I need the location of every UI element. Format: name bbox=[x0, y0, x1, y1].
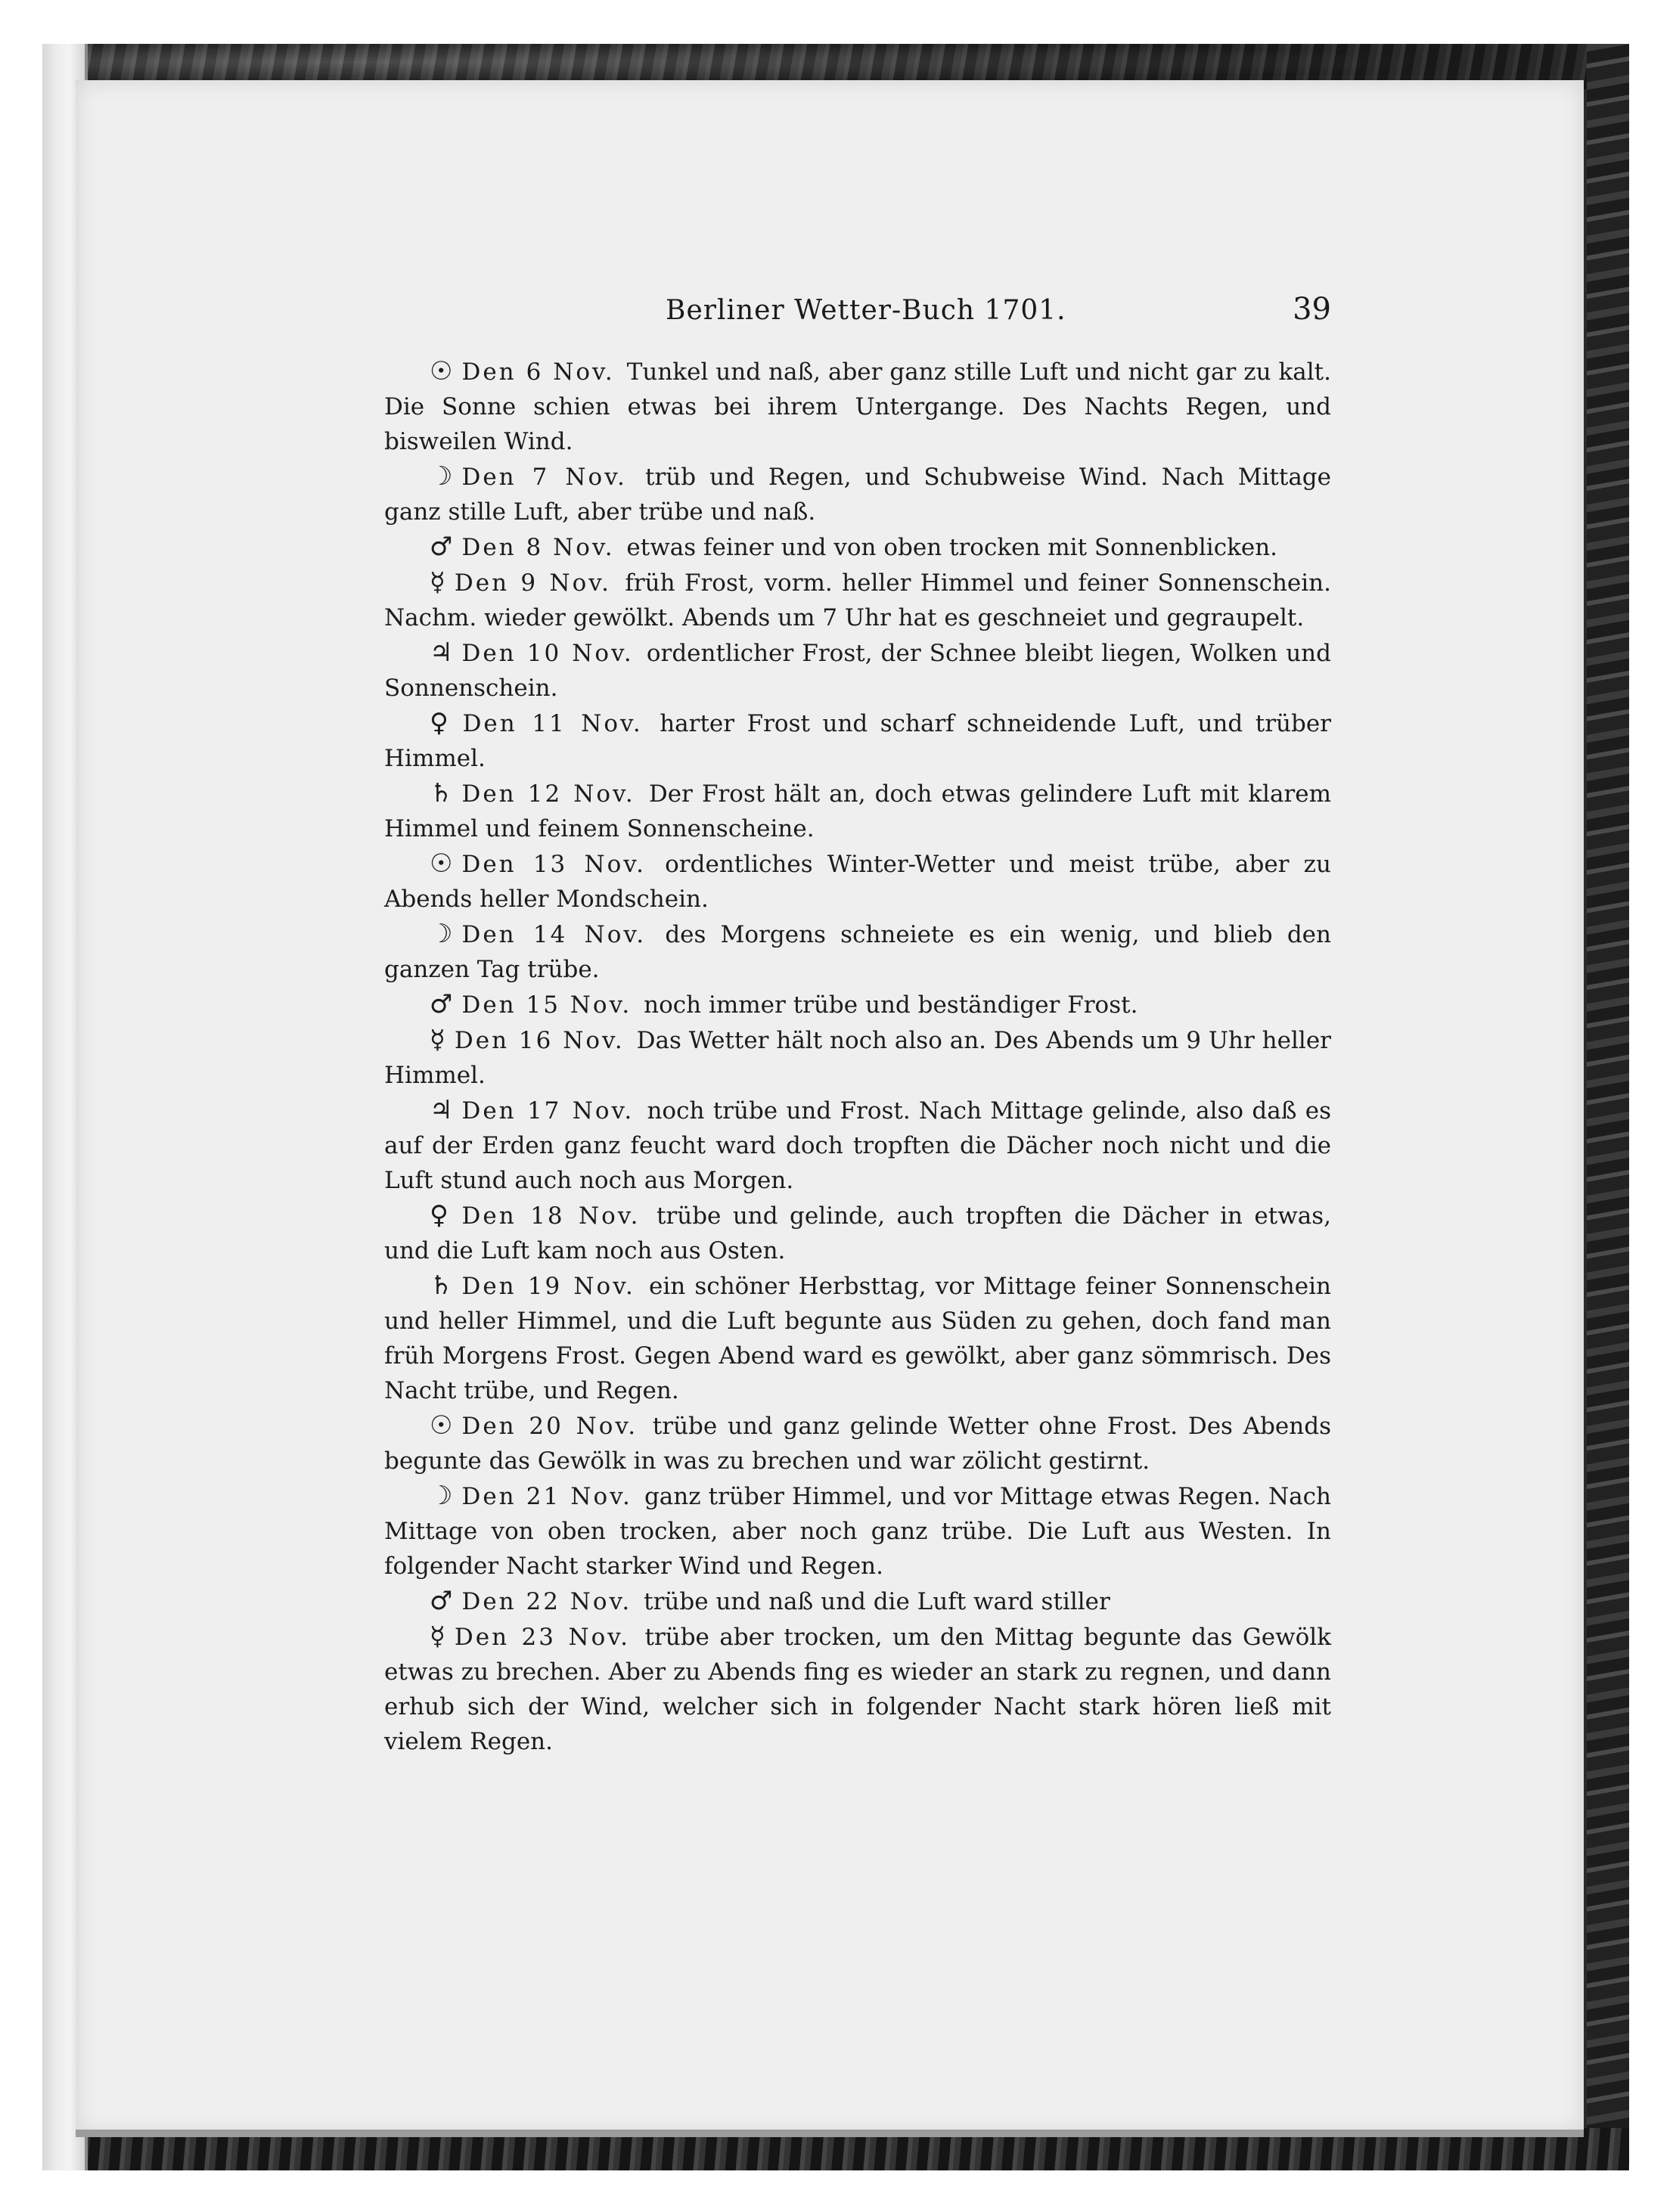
weather-entry bbox=[384, 1198, 1331, 1268]
entry-text: des Morgens schneiete es ein wenig, und blieb den ganzen Tag trübe. bbox=[384, 921, 1331, 983]
entry-text: Tunkel und naß, aber ganz stille Luft und nicht gar zu kalt. Die Sonne schien etwas bei ihrem Untergange. Des Nachts Regen, und bisweilen Wind. bbox=[384, 358, 1331, 455]
entry-date: Den 13 Nov. bbox=[461, 851, 646, 878]
weekday-symbol-icon: ♃ bbox=[430, 1095, 453, 1125]
weather-entry bbox=[384, 1408, 1331, 1478]
weekday-symbol-icon: ☿ bbox=[430, 567, 445, 597]
entry-date: Den 21 Nov. bbox=[461, 1483, 632, 1510]
weekday-symbol-icon: ♃ bbox=[430, 638, 453, 668]
weather-entry bbox=[384, 706, 1331, 776]
weather-entry bbox=[384, 776, 1331, 846]
weekday-symbol-icon: ☽ bbox=[430, 461, 453, 492]
entry-text: trübe und gelinde, auch tropften die Dächer in etwas, und die Luft kam noch aus Osten. bbox=[384, 1202, 1331, 1264]
entry-date: Den 9 Nov. bbox=[454, 569, 611, 597]
page-number: 39 bbox=[1293, 292, 1331, 327]
entry-date: Den 18 Nov. bbox=[461, 1202, 641, 1230]
entry-date: Den 16 Nov. bbox=[454, 1027, 625, 1054]
weather-entry bbox=[384, 635, 1331, 706]
entry-text: ordentlicher Frost, der Schnee bleibt liegen, Wolken und Sonnenschein. bbox=[384, 640, 1331, 702]
weekday-symbol-icon: ♀ bbox=[430, 708, 454, 738]
marbled-cover-right bbox=[1587, 44, 1629, 2170]
weekday-symbol-icon: ♂ bbox=[430, 1586, 453, 1616]
weekday-symbol-icon: ♄ bbox=[430, 1270, 453, 1301]
weekday-symbol-icon: ☉ bbox=[430, 1410, 453, 1441]
entry-date: Den 15 Nov. bbox=[461, 991, 632, 1019]
entry-text: noch immer trübe und beständiger Frost. bbox=[644, 991, 1138, 1019]
entry-text: noch trübe und Frost. Nach Mittage gelinde, also daß es auf der Erden ganz feucht ward doch tropften die Dächer noch nicht und die Luft stund auch noch aus Morgen. bbox=[384, 1097, 1331, 1194]
weekday-symbol-icon: ♂ bbox=[430, 532, 453, 562]
weather-entry bbox=[384, 987, 1331, 1022]
weather-entry bbox=[384, 1584, 1331, 1619]
weather-entry bbox=[384, 917, 1331, 987]
entry-text: ein schöner Herbsttag, vor Mittage feiner Sonnenschein und heller Himmel, und die Luft begunte aus Süden zu gehen, doch fand man früh Morgens Frost. Gegen Abend ward es gewölkt, aber ganz sömmrisch. Des Nacht trübe, und Regen. bbox=[384, 1273, 1331, 1404]
entry-date: Den 22 Nov. bbox=[461, 1588, 632, 1615]
weekday-symbol-icon: ☽ bbox=[430, 919, 453, 949]
weekday-symbol-icon: ♀ bbox=[430, 1200, 453, 1230]
entry-date: Den 23 Nov. bbox=[454, 1624, 630, 1651]
entry-date: Den 14 Nov. bbox=[461, 921, 647, 948]
weekday-symbol-icon: ☽ bbox=[430, 1481, 453, 1511]
weather-entry bbox=[384, 1478, 1331, 1584]
weather-entry bbox=[384, 459, 1331, 529]
weather-entry bbox=[384, 529, 1331, 565]
weekday-symbol-icon: ☉ bbox=[430, 356, 453, 386]
weekday-symbol-icon: ♄ bbox=[430, 778, 453, 808]
weather-entry bbox=[384, 354, 1331, 459]
entry-text: trübe und ganz gelinde Wetter ohne Frost. Des Abends begunte das Gewölk in was zu brechen und war zölicht gestirnt. bbox=[384, 1413, 1331, 1475]
entry-text: trübe und naß und die Luft ward stiller bbox=[644, 1588, 1110, 1615]
entry-text: trüb und Regen, und Schubweise Wind. Nach Mittage ganz stille Luft, aber trübe und naß. bbox=[384, 464, 1331, 526]
weather-entry bbox=[384, 1268, 1331, 1408]
page-bottom-shadow bbox=[76, 2130, 1584, 2137]
entry-date: Den 11 Nov. bbox=[462, 710, 643, 737]
entry-text: ganz trüber Himmel, und vor Mittage etwas Regen. Nach Mittage von oben trocken, aber noch ganz trübe. Die Luft aus Westen. In folgender Nacht starker Wind und Regen. bbox=[384, 1483, 1331, 1580]
entry-date: Den 6 Nov. bbox=[461, 358, 615, 386]
page-header bbox=[666, 292, 1331, 340]
running-title: Berliner Wetter-Buch 1701. bbox=[666, 295, 1066, 326]
weather-entry bbox=[384, 846, 1331, 917]
entry-text: früh Frost, vorm. heller Himmel und feiner Sonnenschein. Nachm. wieder gewölkt. Abends um 7 Uhr hat es geschneiet und gegraupelt. bbox=[384, 569, 1332, 631]
weather-entry bbox=[384, 565, 1331, 635]
entry-text: Das Wetter hält noch also an. Des Abends um 9 Uhr heller Himmel. bbox=[384, 1027, 1331, 1089]
entry-text: Der Frost hält an, doch etwas gelindere Luft mit klarem Himmel und feinem Sonnenscheine. bbox=[384, 780, 1331, 842]
entry-text: harter Frost und scharf schneidende Luft, und trüber Himmel. bbox=[384, 710, 1331, 772]
entry-date: Den 20 Nov. bbox=[461, 1413, 638, 1440]
entry-date: Den 12 Nov. bbox=[461, 780, 635, 808]
entry-date: Den 19 Nov. bbox=[461, 1273, 635, 1300]
weather-entry bbox=[384, 1022, 1331, 1093]
weather-entries bbox=[384, 354, 1331, 1759]
entry-date: Den 7 Nov. bbox=[461, 464, 627, 491]
entry-date: Den 8 Nov. bbox=[461, 534, 615, 561]
weekday-symbol-icon: ☉ bbox=[430, 849, 453, 879]
entry-text: ordentliches Winter-Wetter und meist trübe, aber zu Abends heller Mondschein. bbox=[384, 851, 1331, 913]
entry-date: Den 10 Nov. bbox=[461, 640, 634, 667]
entry-text: etwas feiner und von oben trocken mit Sonnenblicken. bbox=[626, 534, 1278, 561]
entry-date: Den 17 Nov. bbox=[461, 1097, 635, 1125]
weather-entry bbox=[384, 1619, 1331, 1759]
weekday-symbol-icon: ♂ bbox=[430, 989, 453, 1019]
weather-entry bbox=[384, 1093, 1331, 1198]
weekday-symbol-icon: ☿ bbox=[430, 1025, 445, 1055]
entry-text: trübe aber trocken, um den Mittag begunte das Gewölk etwas zu brechen. Aber zu Abends fing es wieder an stark zu regnen, und dann erhub sich der Wind, welcher sich in folgender Nacht stark hören ließ mit vielem Regen. bbox=[384, 1624, 1331, 1755]
weekday-symbol-icon: ☿ bbox=[430, 1621, 445, 1652]
